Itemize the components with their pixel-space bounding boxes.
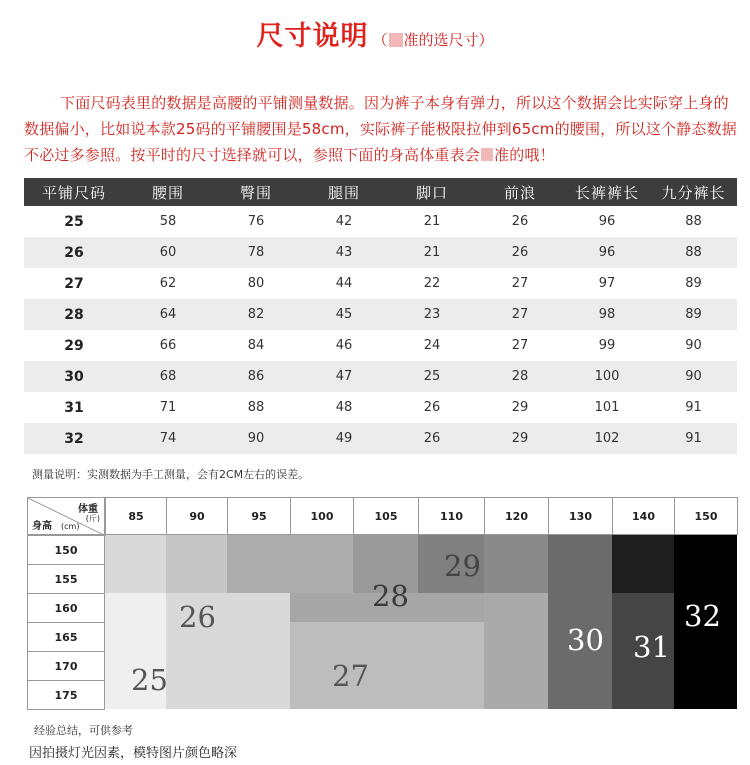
size-row — [24, 237, 737, 268]
weight-header: 150 — [674, 497, 738, 535]
size-value-cell: 88 — [685, 214, 702, 229]
size-value-cell: 97 — [598, 276, 616, 291]
size-col-header: 腰围 — [124, 178, 212, 206]
size-value-cell: 90 — [650, 361, 737, 392]
size-value-cell: 26 — [388, 423, 476, 454]
size-value-cell: 76 — [247, 214, 265, 229]
size-value-cell: 21 — [423, 214, 441, 229]
size-value-cell: 62 — [159, 276, 177, 291]
size-value-cell: 43 — [300, 237, 388, 268]
size-value-cell: 28 — [476, 361, 564, 392]
zone-28 — [227, 535, 353, 593]
size-value-cell: 100 — [564, 361, 650, 392]
blurred-word-icon — [481, 148, 493, 161]
measure-note: 测量说明：实测数据为手工测量，会有2CM左右的误差。 — [32, 468, 310, 481]
size-zone-label: 29 — [444, 549, 481, 583]
size-value-cell: 42 — [335, 214, 353, 229]
size-value-cell: 23 — [388, 299, 476, 330]
size-value-cell: 66 — [159, 338, 177, 353]
size-value-cell: 46 — [335, 338, 353, 353]
size-zone-label: 32 — [684, 599, 721, 633]
size-zone-label: 31 — [633, 630, 670, 664]
size-value-cell: 86 — [212, 361, 300, 392]
height-weight-chart — [27, 497, 737, 707]
size-value-cell: 90 — [212, 423, 300, 454]
size-col-header: 九分裤长 — [650, 178, 737, 206]
zone-26 — [166, 535, 227, 593]
size-value-cell: 98 — [564, 299, 650, 330]
size-value-cell: 80 — [247, 276, 265, 291]
weight-header: 90 — [166, 497, 228, 535]
size-value-cell: 25 — [388, 361, 476, 392]
size-value-cell: 96 — [564, 237, 650, 268]
size-value-cell: 96 — [598, 214, 616, 229]
size-zone-label: 27 — [332, 659, 369, 693]
size-code-cell: 31 — [64, 399, 84, 416]
height-header: 175 — [27, 680, 105, 710]
size-value-cell: 102 — [564, 423, 650, 454]
size-value-cell: 24 — [423, 338, 441, 353]
size-value-cell: 58 — [159, 214, 177, 229]
zone-29 — [484, 535, 548, 593]
weight-header: 100 — [290, 497, 354, 535]
size-row — [24, 299, 737, 330]
size-value-cell: 91 — [685, 400, 702, 415]
size-value-cell: 27 — [476, 299, 564, 330]
intro-paragraph: 下面尺码表里的数据是高腰的平铺测量数据。因为裤子本身有弹力，所以这个数据会比实际穿上身的数据偏小，比如说本款25码的平铺腰围是58cm，实际裤子能极限拉伸到65cm的腰围，所以这个静态数据不必过多参照。按平时的尺寸选择就可以，参照下面的身高体重表会 准的哦！ — [24, 94, 737, 164]
experience-note: 经验总结，可供参考 — [34, 724, 133, 737]
page-title — [0, 14, 750, 53]
size-value-cell: 68 — [124, 361, 212, 392]
size-value-cell: 64 — [124, 299, 212, 330]
size-col-header: 腿围 — [300, 178, 388, 206]
size-value-cell: 99 — [598, 338, 616, 353]
size-code-cell: 26 — [24, 237, 124, 268]
size-col-header: 臀围 — [212, 178, 300, 206]
size-value-cell: 47 — [300, 361, 388, 392]
size-value-cell: 45 — [300, 299, 388, 330]
zone-26 — [105, 535, 166, 593]
size-row — [24, 423, 737, 454]
size-value-cell: 44 — [335, 276, 353, 291]
height-header: 155 — [27, 564, 105, 594]
size-zone-label: 28 — [372, 579, 409, 613]
size-value-cell: 29 — [476, 423, 564, 454]
weight-header: 130 — [548, 497, 613, 535]
weight-header: 105 — [353, 497, 419, 535]
size-zone-label: 26 — [179, 600, 216, 634]
height-header: 170 — [27, 651, 105, 681]
size-value-cell: 22 — [423, 276, 441, 291]
size-value-cell: 88 — [247, 400, 265, 415]
height-header: 150 — [27, 535, 105, 565]
size-row — [24, 268, 737, 299]
size-value-cell: 74 — [124, 423, 212, 454]
weight-header: 95 — [227, 497, 291, 535]
zone-28 — [290, 593, 353, 622]
size-value-cell: 26 — [511, 214, 529, 229]
title-sub: （ 准的选尺寸） — [372, 31, 494, 49]
size-code-cell: 27 — [64, 275, 84, 292]
weight-unit: (斤) — [85, 514, 100, 523]
size-code-cell: 30 — [24, 361, 124, 392]
size-value-cell: 91 — [650, 423, 737, 454]
weight-header: 120 — [484, 497, 549, 535]
zone-31 — [612, 535, 674, 593]
size-value-cell: 26 — [423, 400, 441, 415]
weight-label: 体重 — [78, 504, 98, 515]
blurred-word-icon — [389, 33, 403, 47]
height-label: 身高 — [32, 521, 52, 532]
size-row — [24, 206, 737, 237]
size-value-cell: 71 — [159, 400, 177, 415]
size-col-header: 长裤裤长 — [564, 178, 650, 206]
size-code-cell: 29 — [64, 337, 84, 354]
size-value-cell: 29 — [511, 400, 529, 415]
height-header: 165 — [27, 622, 105, 652]
size-value-cell: 89 — [685, 276, 702, 291]
title-main: 尺寸说明 — [256, 21, 369, 52]
zone-27 — [484, 593, 548, 709]
size-row — [24, 361, 737, 392]
size-col-header: 平铺尺码 — [24, 178, 124, 206]
height-unit: (cm) — [61, 522, 80, 531]
height-header: 160 — [27, 593, 105, 623]
size-value-cell: 48 — [335, 400, 353, 415]
size-table-header — [24, 178, 737, 206]
size-value-cell: 49 — [300, 423, 388, 454]
size-zone-label: 30 — [567, 623, 604, 657]
size-value-cell: 26 — [476, 237, 564, 268]
size-value-cell: 101 — [594, 400, 620, 415]
size-row — [24, 330, 737, 361]
weight-header: 110 — [418, 497, 485, 535]
zone-27 — [353, 622, 484, 709]
size-value-cell: 60 — [124, 237, 212, 268]
photo-note: 因拍摄灯光因素，模特图片颜色略深 — [29, 746, 238, 761]
size-value-cell: 82 — [212, 299, 300, 330]
size-col-header: 前浪 — [476, 178, 564, 206]
size-value-cell: 84 — [247, 338, 265, 353]
zone-30 — [548, 535, 612, 709]
size-code-cell: 28 — [24, 299, 124, 330]
size-value-cell: 21 — [388, 237, 476, 268]
size-table — [24, 178, 737, 454]
size-zone-label: 25 — [131, 663, 168, 697]
size-value-cell: 78 — [212, 237, 300, 268]
size-row — [24, 392, 737, 423]
size-value-cell: 27 — [511, 276, 529, 291]
size-table-body — [24, 206, 737, 454]
weight-header: 85 — [105, 497, 167, 535]
size-code-cell: 25 — [64, 213, 84, 230]
size-value-cell: 90 — [685, 338, 702, 353]
chart-corner-header — [27, 497, 105, 535]
size-code-cell: 32 — [24, 423, 124, 454]
size-value-cell: 88 — [650, 237, 737, 268]
size-value-cell: 27 — [511, 338, 529, 353]
weight-header: 140 — [612, 497, 675, 535]
size-value-cell: 89 — [650, 299, 737, 330]
size-col-header: 脚口 — [388, 178, 476, 206]
